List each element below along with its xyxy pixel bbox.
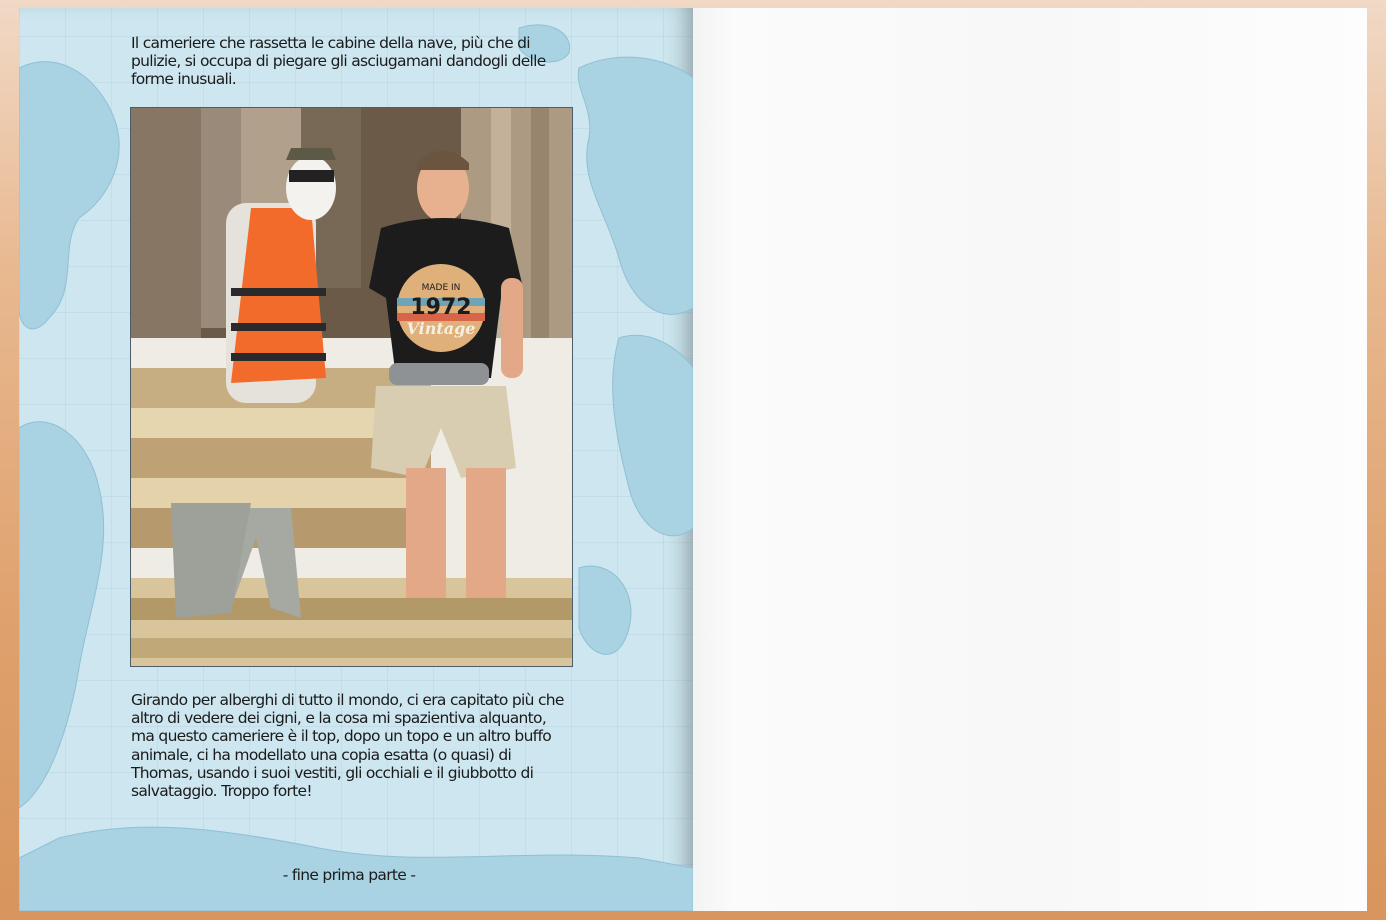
shirt-vintage: Vintage <box>406 319 476 338</box>
part-end-footer: - fine prima parte - <box>282 866 416 884</box>
left-page <box>19 8 693 911</box>
shirt-year: 1972 <box>410 295 472 320</box>
cabin-photo <box>130 107 573 667</box>
caption-top: Il cameriere che rassetta le cabine della nave, più che di pulizie, si occupa di piegare gli asciugamani dandogli delle forme inusuali. <box>131 34 546 89</box>
caption-bottom: Girando per alberghi di tutto il mondo, ci era capitato più che altro di vedere dei cigni, e la cosa mi spazientiva alquanto, ma questo cameriere è il top, dopo un topo e un altro buffo animale, ci ha modellato una copia esatta (o quasi) di Thomas, usando i suoi vestiti, gli occhiali e il giubbotto di salvataggio. Troppo forte! <box>131 691 564 801</box>
right-page-blank <box>693 8 1367 911</box>
book-spread <box>19 8 1367 911</box>
shirt-made-in: MADE IN <box>421 283 461 293</box>
